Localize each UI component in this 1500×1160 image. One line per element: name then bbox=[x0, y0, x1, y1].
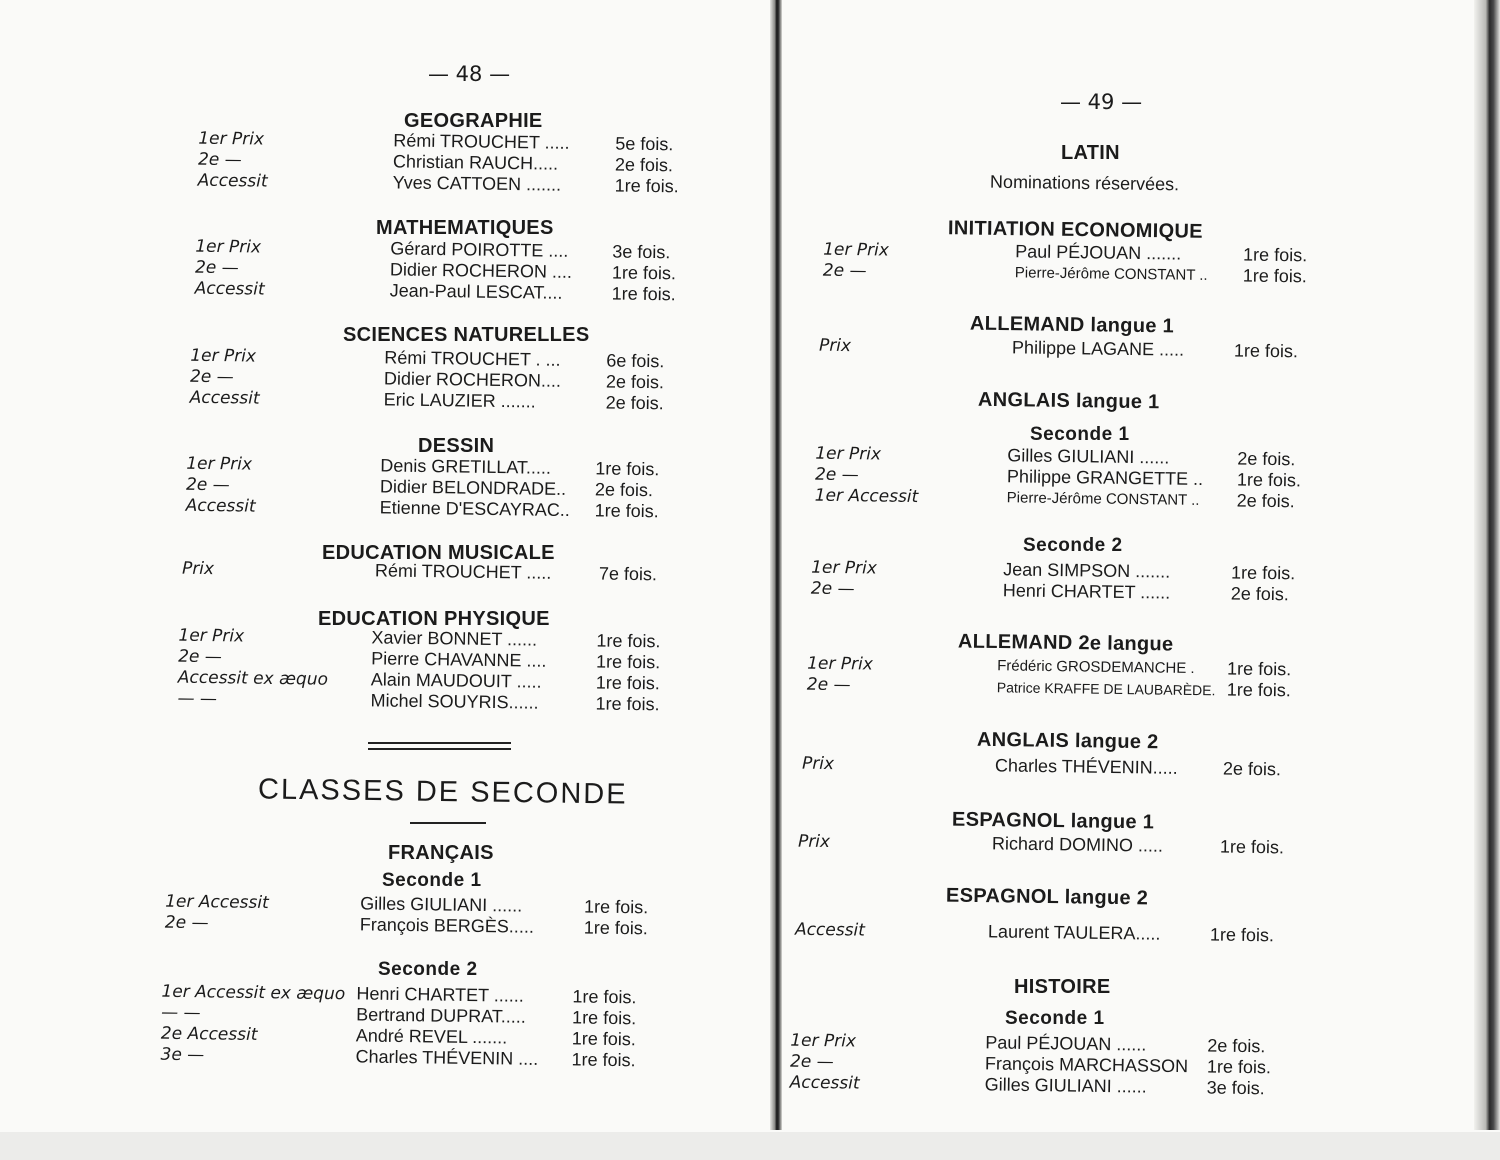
subject-heading: EDUCATION PHYSIQUE bbox=[318, 608, 550, 630]
times-count: 1re fois. bbox=[595, 672, 661, 694]
times-count: 2e fois. bbox=[1222, 758, 1282, 780]
times-count: 2e fois. bbox=[1236, 490, 1295, 512]
subject-heading: GEOGRAPHIE bbox=[404, 110, 543, 132]
rank-label: 1er Prix bbox=[823, 239, 890, 261]
prize-block bbox=[195, 236, 677, 306]
times-count: 1re fois. bbox=[572, 986, 637, 1008]
times-count: 2e fois. bbox=[614, 154, 674, 176]
rank-label: Prix bbox=[818, 335, 852, 356]
times-count: 2e fois. bbox=[1230, 583, 1290, 605]
student-name: Patrice KRAFFE DE LAUBARÈDE. bbox=[996, 678, 1216, 698]
rank-label: — — bbox=[161, 1002, 201, 1023]
student-name: Eric LAUZIER ....... bbox=[383, 389, 536, 412]
student-name: Didier ROCHERON.... bbox=[383, 368, 562, 391]
rank-label: Accessit bbox=[794, 919, 866, 941]
student-name: Etienne D'ESCAYRAC.. bbox=[379, 497, 571, 521]
rank-label: 1er Prix bbox=[807, 653, 874, 675]
times-count: 2e fois. bbox=[1207, 1035, 1266, 1057]
times-count: 1re fois. bbox=[596, 630, 661, 652]
rank-label: 1er Prix bbox=[186, 453, 253, 475]
subject-heading: INITIATION ECONOMIQUE bbox=[947, 217, 1203, 243]
separator-rule bbox=[368, 742, 511, 744]
page-number: — 49 — bbox=[1060, 90, 1143, 114]
rank-label: 1er Prix bbox=[815, 443, 882, 465]
times-count: 1re fois. bbox=[583, 917, 649, 939]
student-name: Pierre-Jérôme CONSTANT .. bbox=[1014, 264, 1208, 284]
prize-row bbox=[795, 919, 1274, 947]
times-count: 1re fois. bbox=[571, 1049, 636, 1071]
rank-label: Prix bbox=[801, 753, 835, 774]
subject-heading: SCIENCES NATURELLES bbox=[343, 324, 590, 346]
prize-block bbox=[190, 345, 665, 415]
rank-label: Prix bbox=[181, 558, 215, 579]
prize-block bbox=[177, 625, 660, 716]
prize-block bbox=[811, 557, 1296, 606]
subject-heading: HISTOIRE bbox=[1014, 976, 1111, 998]
separator-rule bbox=[368, 748, 511, 750]
rank-label: 2e — bbox=[810, 578, 855, 599]
times-count: 1re fois. bbox=[595, 458, 660, 480]
subject-heading: ALLEMAND 2e langue bbox=[957, 630, 1174, 656]
prize-block bbox=[802, 753, 1281, 781]
book-spine bbox=[770, 0, 782, 1130]
rank-label: 2e — bbox=[194, 257, 239, 278]
rank-label: Accessit bbox=[194, 278, 265, 300]
subject-heading: ANGLAIS langue 2 bbox=[976, 728, 1159, 754]
times-count: 2e fois. bbox=[594, 479, 654, 501]
times-count: 1re fois. bbox=[1226, 679, 1292, 701]
times-count: 1re fois. bbox=[571, 1007, 637, 1029]
times-count: 6e fois. bbox=[606, 350, 665, 372]
prize-block bbox=[160, 981, 636, 1072]
rank-label: 1er Accessit bbox=[165, 891, 269, 913]
subject-heading: ALLEMAND langue 1 bbox=[969, 312, 1175, 338]
class-subheading: Seconde 1 bbox=[1030, 424, 1130, 445]
prize-block bbox=[798, 831, 1284, 859]
times-count: 1re fois. bbox=[1242, 265, 1308, 287]
prize-row bbox=[182, 558, 657, 586]
prize-block bbox=[795, 919, 1274, 947]
subject-heading: ESPAGNOL langue 1 bbox=[951, 808, 1155, 834]
rank-label: 1er Prix bbox=[195, 236, 262, 258]
rank-label: Accessit bbox=[197, 170, 268, 192]
rank-label: 2e — bbox=[185, 474, 230, 495]
student-name: Philippe GRANGETTE .. bbox=[1006, 466, 1204, 490]
student-name: Rémi TROUCHET ..... bbox=[374, 560, 552, 583]
student-name: Frédéric GROSDEMANCHE . bbox=[997, 657, 1195, 678]
rank-label: 2e — bbox=[189, 366, 234, 387]
student-name: Christian RAUCH..... bbox=[392, 151, 559, 174]
student-name: Henri CHARTET ...... bbox=[356, 983, 524, 1006]
student-name: Bertrand DUPRAT..... bbox=[356, 1004, 526, 1027]
rank-label: 2e Accessit bbox=[160, 1023, 258, 1045]
prize-row bbox=[819, 335, 1298, 363]
times-count: 5e fois. bbox=[615, 133, 674, 155]
times-count: 1re fois. bbox=[611, 262, 677, 284]
page-number: — 48 — bbox=[428, 62, 511, 86]
times-count: 1re fois. bbox=[614, 175, 679, 197]
times-count: 3e fois. bbox=[1206, 1077, 1265, 1099]
times-count: 1re fois. bbox=[1209, 924, 1275, 946]
student-name: Henri CHARTET ...... bbox=[1002, 580, 1171, 603]
prize-block bbox=[165, 891, 649, 940]
times-count: 1re fois. bbox=[583, 896, 649, 918]
section-underline bbox=[410, 822, 486, 824]
times-count: 1re fois. bbox=[1236, 469, 1302, 491]
prize-block bbox=[186, 453, 660, 523]
times-count: 2e fois. bbox=[1237, 448, 1296, 470]
right-page bbox=[782, 0, 1500, 1160]
student-name: François MARCHASSON bbox=[984, 1053, 1189, 1077]
times-count: 1re fois. bbox=[571, 1028, 637, 1050]
rank-label: 3e — bbox=[160, 1044, 205, 1065]
rank-label: 1er Prix bbox=[178, 625, 245, 647]
rank-label: 2e — bbox=[814, 464, 859, 485]
latin-note: Nominations réservées. bbox=[989, 171, 1180, 195]
student-name: Alain MAUDOUIT ..... bbox=[370, 669, 542, 692]
student-name: Gilles GIULIANI ...... bbox=[1007, 445, 1170, 468]
student-name: Paul PÉJOUAN ....... bbox=[1015, 241, 1182, 264]
student-name: Rémi TROUCHET . ... bbox=[384, 347, 561, 370]
subject-heading: ESPAGNOL langue 2 bbox=[945, 884, 1149, 910]
student-name: André REVEL ....... bbox=[355, 1025, 508, 1048]
prize-row bbox=[798, 831, 1284, 859]
rank-label: Accessit bbox=[185, 495, 256, 517]
times-count: 1re fois. bbox=[611, 283, 676, 305]
rank-label: 1er Prix bbox=[811, 557, 878, 579]
times-count: 1re fois. bbox=[1226, 658, 1292, 680]
rank-label: — — bbox=[177, 688, 218, 709]
rank-label: 2e — bbox=[806, 674, 851, 695]
student-name: Pierre CHAVANNE .... bbox=[371, 648, 547, 671]
student-name: Rémi TROUCHET ..... bbox=[393, 130, 570, 153]
rank-label: 1er Prix bbox=[790, 1030, 857, 1052]
student-name: Michel SOUYRIS...... bbox=[370, 690, 539, 713]
prize-block bbox=[819, 335, 1298, 363]
times-count: 1re fois. bbox=[1230, 562, 1296, 584]
student-name: Pierre-Jérôme CONSTANT .. bbox=[1006, 489, 1200, 509]
student-name: Yves CATTOEN ....... bbox=[392, 172, 562, 195]
times-count: 7e fois. bbox=[598, 563, 658, 585]
rank-label: 1er Accessit ex æquo bbox=[161, 981, 346, 1004]
prize-block bbox=[815, 443, 1302, 513]
times-count: 1re fois. bbox=[1219, 836, 1285, 858]
times-count: 2e fois. bbox=[605, 392, 664, 414]
prize-block bbox=[790, 1030, 1272, 1100]
rank-label: 2e — bbox=[822, 260, 867, 281]
student-name: Paul PÉJOUAN ...... bbox=[985, 1032, 1147, 1055]
class-subheading: Seconde 2 bbox=[378, 959, 478, 980]
rank-label: 1er Prix bbox=[198, 128, 265, 150]
times-count: 3e fois. bbox=[612, 241, 671, 263]
times-count: 1re fois. bbox=[1206, 1056, 1272, 1078]
student-name: Didier BELONDRADE.. bbox=[379, 476, 567, 500]
rank-label: Prix bbox=[797, 831, 831, 852]
times-count: 1re fois. bbox=[595, 651, 661, 673]
prize-block bbox=[823, 239, 1308, 288]
subject-heading: FRANÇAIS bbox=[388, 842, 494, 864]
times-count: 1re fois. bbox=[595, 693, 660, 715]
rank-label: 2e — bbox=[164, 912, 209, 933]
rank-label: 2e — bbox=[197, 149, 242, 170]
section-title: CLASSES DE SECONDE bbox=[257, 773, 628, 811]
rank-label: Accessit bbox=[189, 387, 260, 409]
student-name: Gérard POIROTTE .... bbox=[390, 238, 569, 261]
rank-label: 1er Prix bbox=[190, 345, 257, 367]
subject-heading: EDUCATION MUSICALE bbox=[322, 542, 555, 564]
student-name: Charles THÉVENIN .... bbox=[355, 1046, 539, 1069]
student-name: François BERGÈS..... bbox=[359, 914, 535, 937]
student-name: Jean SIMPSON ....... bbox=[1003, 559, 1171, 582]
rank-label: Accessit ex æquo bbox=[177, 667, 329, 690]
prize-block bbox=[182, 558, 657, 586]
student-name: Gilles GIULIANI ...... bbox=[984, 1074, 1147, 1097]
student-name: Laurent TAULERA..... bbox=[987, 921, 1161, 944]
student-name: Charles THÉVENIN..... bbox=[994, 755, 1178, 778]
subject-heading: LATIN bbox=[1061, 142, 1120, 164]
times-count: 2e fois. bbox=[605, 371, 665, 393]
prize-block bbox=[198, 128, 680, 198]
class-subheading: Seconde 2 bbox=[1023, 535, 1123, 556]
class-subheading: Seconde 1 bbox=[382, 870, 482, 891]
times-count: 1re fois. bbox=[1233, 340, 1299, 362]
student-name: Philippe LAGANE ..... bbox=[1011, 337, 1185, 360]
student-name: Gilles GIULIANI ...... bbox=[360, 893, 523, 916]
subject-heading: MATHEMATIQUES bbox=[376, 217, 554, 239]
student-name: Denis GRETILLAT..... bbox=[380, 455, 552, 478]
rank-label: 1er Accessit bbox=[814, 485, 919, 507]
student-name: Xavier BONNET ...... bbox=[371, 627, 538, 650]
student-name: Didier ROCHERON .... bbox=[389, 259, 573, 282]
prize-row bbox=[802, 753, 1281, 781]
student-name: Richard DOMINO ..... bbox=[991, 833, 1164, 856]
class-subheading: Seconde 1 bbox=[1005, 1008, 1105, 1029]
prize-block bbox=[807, 653, 1292, 702]
subject-heading: DESSIN bbox=[418, 435, 495, 457]
times-count: 1re fois. bbox=[594, 500, 659, 522]
rank-label: Accessit bbox=[789, 1072, 860, 1094]
subject-heading: ANGLAIS langue 1 bbox=[977, 388, 1160, 414]
student-name: Jean-Paul LESCAT.... bbox=[389, 280, 563, 303]
rank-label: 2e — bbox=[178, 646, 222, 667]
times-count: 1re fois. bbox=[1242, 244, 1308, 266]
rank-label: 2e — bbox=[789, 1051, 834, 1072]
